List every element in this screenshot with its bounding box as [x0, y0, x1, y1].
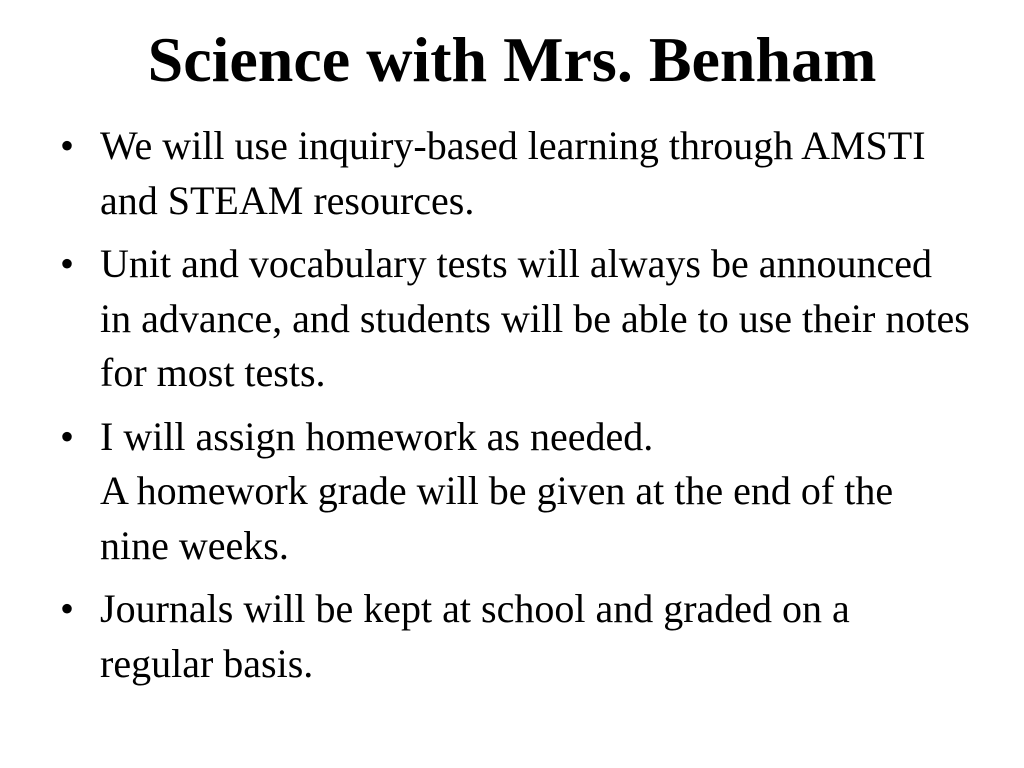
bullet-item-inquiry [60, 119, 970, 228]
bullet-icon: • [60, 123, 75, 168]
bullet-item-tests [60, 237, 970, 401]
bullet-icon: • [60, 413, 75, 459]
bullet-icon: • [60, 241, 75, 286]
slide-title: Science with Mrs. Benham [147, 24, 877, 95]
bullet-text: I will assign homework as needed. [100, 413, 654, 459]
bullet-text: We will use inquiry-based learning through AMSTI and STEAM resources. [100, 123, 926, 223]
bullet-text: Journals will be kept at school and graded on a regular basis. [100, 586, 850, 686]
bullet-text: Unit and vocabulary tests will always be announced in advance, and students will be able to use their notes for most tests. [100, 241, 970, 395]
bullet-item-journals [60, 582, 970, 691]
bullet-icon: • [60, 586, 75, 631]
bullet-item-homework [60, 410, 970, 574]
bullet-list [60, 119, 970, 700]
bullet-continuation: A homework grade will be given at the end of the nine weeks. [100, 468, 894, 568]
